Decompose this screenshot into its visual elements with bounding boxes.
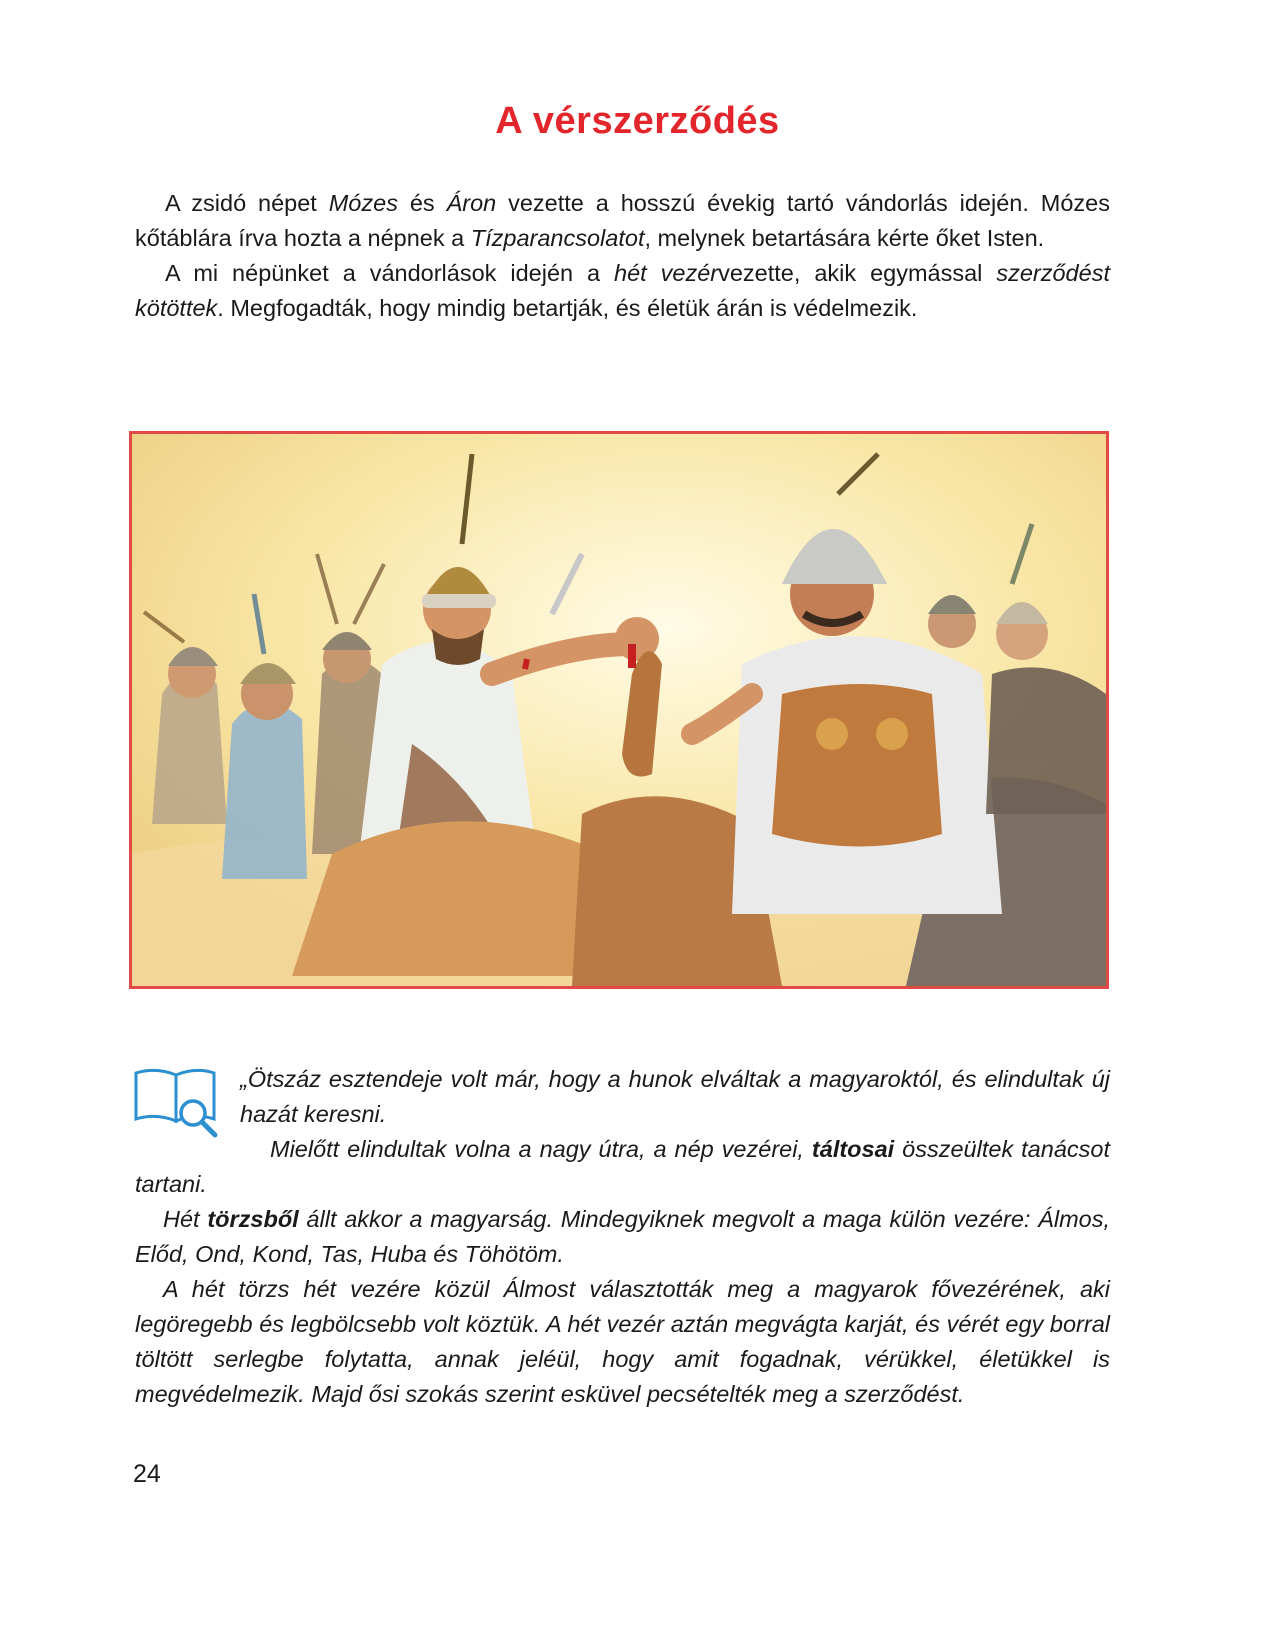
excerpt-paragraph-1 [135,1062,1110,1132]
text-run: A mi népünket a vándorlások idején a [165,260,615,286]
text-run: állt akkor a magyarság. Mindegyiknek megvolt a maga külön vezére: Álmos, Előd, Ond, Kond, Tas, Huba és Töhötöm. [135,1206,1110,1267]
text-run: és [397,190,447,216]
text-run: összeültek tanácsot tartani. [135,1136,1110,1197]
text-run: A zsidó népet [165,190,329,216]
text-run: vezette a hosszú évekig tartó vándorlás idején. Mózes kőtáblára írva hozta a népnek a [135,190,1110,251]
text-run: . Megfogadták, hogy mindig betartják, és életük árán is védelmezik. [217,295,918,321]
text-run: Mózes [328,190,398,216]
text-run: szerződést kötöttek [135,260,1110,321]
text-run: , melynek betartására kérte őket Isten. [644,225,1045,251]
intro-paragraph-1 [135,186,1110,256]
intro-text [135,186,1110,326]
excerpt-paragraph-4 [135,1272,1110,1412]
text-run: táltosai [811,1136,895,1162]
text-run: Hét [163,1206,208,1232]
intro-paragraph-2 [135,256,1110,326]
page-title: A vérszerződés [495,100,780,142]
text-run: Tízparancsolatot [470,225,645,251]
text-run: hét vezér [614,260,719,286]
text-run: vezette, akik egymással [718,260,997,286]
text-run: törzsből [207,1206,299,1232]
page-number: 24 [133,1460,161,1488]
text-run: Mielőtt elindultak volna a nagy útra, a nép vezérei, [270,1136,812,1162]
blood-oath-illustration [129,431,1109,989]
text-run: Áron [446,190,497,216]
text-run: A hét törzs hét vezére közül Álmost választották meg a magyarok fővezérének, aki legöregebb és legbölcsebb volt köztük. A hét vezér aztán megvágta karját, és vérét egy borral töltött serlegbe folytatta, annak jeléül, hogy amit fogadnak, vérükkel, életükkel is megvédelmezik. Majd ősi szokás szerint esküvel pecsételték meg a szerződést. [135,1276,1110,1407]
reading-excerpt [135,1062,1110,1412]
excerpt-paragraph-2 [135,1132,1110,1202]
text-run: „Ötszáz esztendeje volt már, hogy a hunok elváltak a magyaroktól, és elindultak új hazát keresni. [240,1066,1110,1127]
excerpt-paragraph-3 [135,1202,1110,1272]
